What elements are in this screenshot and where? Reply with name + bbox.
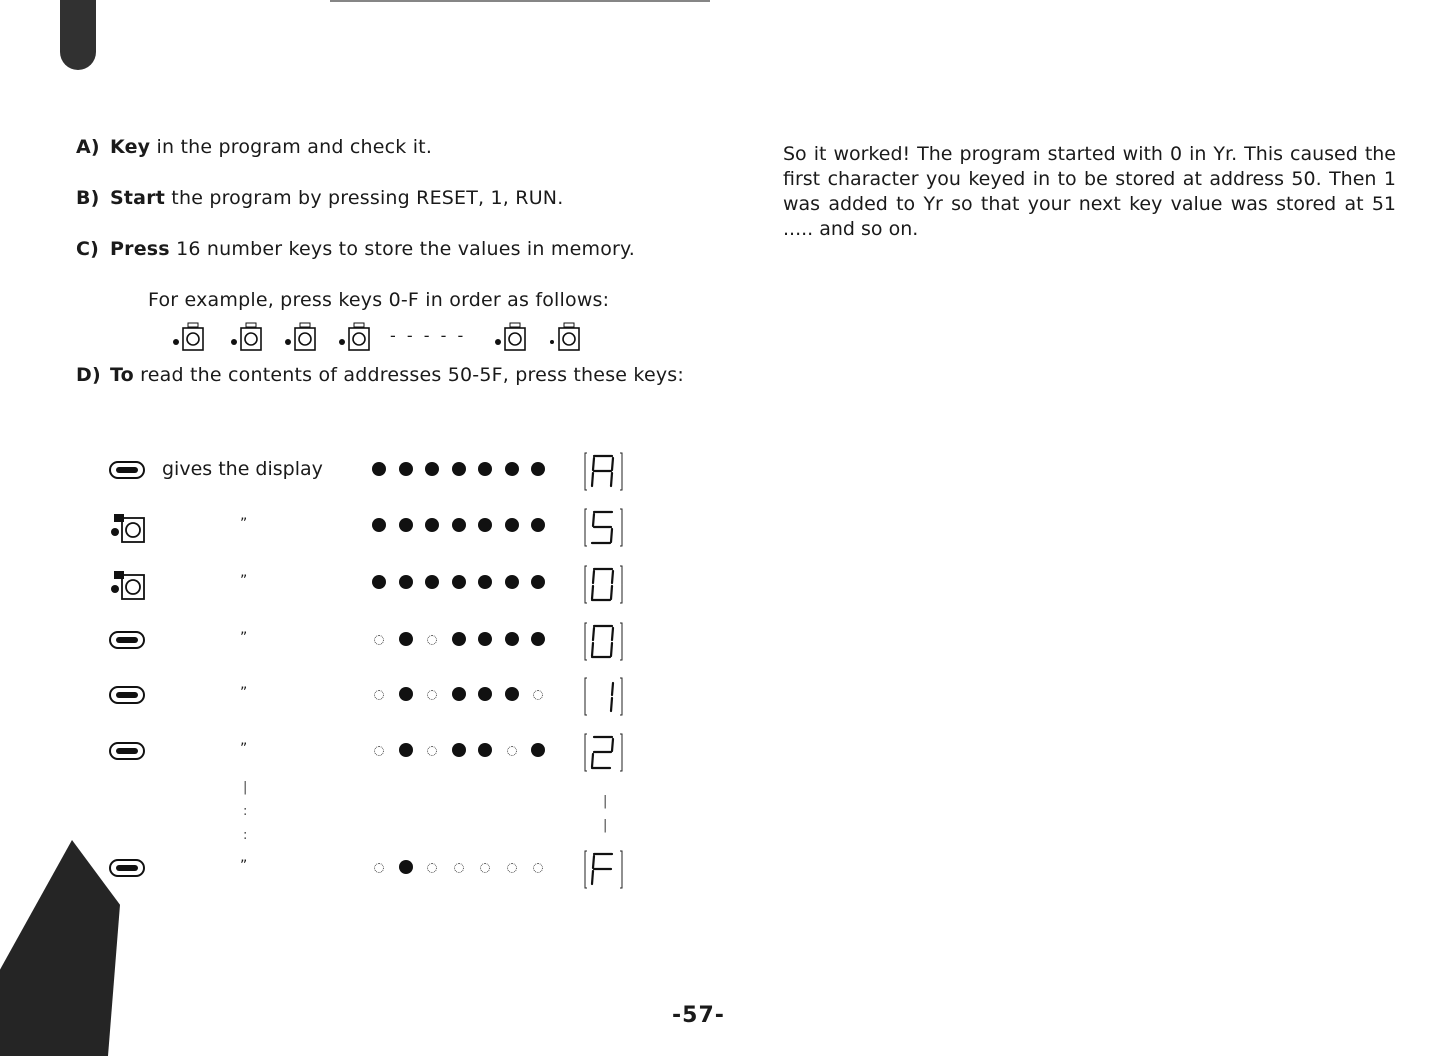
led-on <box>478 687 492 701</box>
display-row <box>0 563 700 611</box>
step-text: in the program and check it. <box>156 136 433 158</box>
key-5-icon <box>108 510 148 544</box>
led-on <box>425 575 439 589</box>
key-e-icon <box>492 318 528 354</box>
svg-text:A: A <box>582 450 583 451</box>
step-label: D) <box>76 364 101 386</box>
key-3-icon <box>336 318 372 354</box>
display-row <box>0 506 700 554</box>
led-on <box>399 632 413 646</box>
display-row <box>0 675 700 723</box>
input-key-icon <box>108 735 148 769</box>
ditto-mark: ” <box>240 741 248 757</box>
display-row <box>0 731 700 779</box>
key-f-icon <box>546 318 582 354</box>
led-off <box>507 863 517 873</box>
led-off <box>427 863 437 873</box>
seven-segment-digit <box>582 731 624 773</box>
led-off <box>427 635 437 645</box>
led-on <box>372 462 386 476</box>
scan-edge-top <box>60 0 96 70</box>
led-on <box>452 462 466 476</box>
continuation-marks: | | <box>603 794 608 833</box>
led-on <box>505 462 519 476</box>
led-on <box>478 575 492 589</box>
led-on <box>478 462 492 476</box>
ditto-mark: ” <box>240 573 248 589</box>
led-on <box>399 687 413 701</box>
led-on <box>505 575 519 589</box>
step-d <box>76 364 684 386</box>
led-on <box>399 575 413 589</box>
step-b <box>76 187 563 209</box>
led-off <box>533 863 543 873</box>
ditto-mark: ” <box>240 516 248 532</box>
led-on <box>531 462 545 476</box>
led-off <box>427 746 437 756</box>
display-row <box>0 848 700 896</box>
seven-segment-digit <box>582 563 624 605</box>
led-on <box>372 575 386 589</box>
display-row <box>0 450 700 498</box>
input-key-icon <box>108 624 148 658</box>
step-text: the program by pressing RESET, 1, RUN. <box>171 187 564 209</box>
led-off <box>374 690 384 700</box>
step-keyword: To <box>110 364 134 386</box>
input-key-icon <box>108 679 148 713</box>
step-c-example <box>148 289 609 311</box>
sequence-dashes: - - - - - <box>390 326 467 345</box>
step-label: B) <box>76 187 100 209</box>
led-on <box>399 860 413 874</box>
led-off <box>427 690 437 700</box>
led-off <box>507 746 517 756</box>
led-on <box>531 632 545 646</box>
led-on <box>372 518 386 532</box>
scan-line-top <box>330 0 710 2</box>
step-label: C) <box>76 238 100 260</box>
key-sequence <box>170 318 600 354</box>
led-on <box>399 462 413 476</box>
led-on <box>452 687 466 701</box>
svg-text:2: 2 <box>582 731 583 732</box>
step-a <box>76 136 432 158</box>
led-on <box>425 462 439 476</box>
led-off <box>533 690 543 700</box>
step-keyword: Key <box>110 136 151 158</box>
led-on <box>452 518 466 532</box>
continuation-marks: | : : <box>243 780 248 843</box>
svg-text:1: 1 <box>582 675 583 676</box>
led-on <box>452 632 466 646</box>
seven-segment-digit <box>582 675 624 717</box>
led-on <box>505 687 519 701</box>
step-text: 16 number keys to store the values in memory. <box>176 238 636 260</box>
step-c <box>76 238 635 260</box>
led-on <box>478 518 492 532</box>
step-keyword: Start <box>110 187 166 209</box>
led-on <box>505 518 519 532</box>
svg-text:F: F <box>582 848 583 849</box>
led-on <box>478 743 492 757</box>
led-on <box>399 518 413 532</box>
svg-text:5: 5 <box>582 506 583 507</box>
step-keyword: Press <box>110 238 170 260</box>
explanation-paragraph: So it worked! The program started with 0 in Yr. This caused the first character you keyed in to be stored at address 50. Then 1 was added to Yr so that your next key value was stored at 51 ..... and so on. <box>783 143 1396 240</box>
led-on <box>452 575 466 589</box>
led-on <box>425 518 439 532</box>
svg-text:0: 0 <box>582 563 583 564</box>
seven-segment-digit <box>582 848 624 890</box>
led-on <box>531 575 545 589</box>
led-on <box>399 743 413 757</box>
ditto-mark: ” <box>240 858 248 874</box>
led-on <box>531 518 545 532</box>
led-on <box>531 743 545 757</box>
key-2-icon <box>282 318 318 354</box>
input-key-icon <box>108 852 148 886</box>
seven-segment-digit <box>582 450 624 492</box>
step-label: A) <box>76 136 100 158</box>
row-description: gives the display <box>162 458 323 480</box>
led-off <box>374 746 384 756</box>
key-0-icon <box>108 567 148 601</box>
ditto-mark: ” <box>240 630 248 646</box>
led-on <box>505 632 519 646</box>
display-row <box>0 620 700 668</box>
key-1-icon <box>228 318 264 354</box>
ditto-mark: ” <box>240 685 248 701</box>
key-0-icon <box>170 318 206 354</box>
led-off <box>374 635 384 645</box>
reset-key-icon <box>108 454 148 488</box>
led-on <box>478 632 492 646</box>
page-number: -57- <box>672 1003 725 1028</box>
led-on <box>452 743 466 757</box>
step-text: For example, press keys 0-F in order as follows: <box>148 289 610 311</box>
led-off <box>480 863 490 873</box>
svg-text:0: 0 <box>582 620 583 621</box>
led-off <box>374 863 384 873</box>
step-text: read the contents of addresses 50-5F, press these keys: <box>140 364 684 386</box>
seven-segment-digit <box>582 506 624 548</box>
seven-segment-digit <box>582 620 624 662</box>
led-off <box>454 863 464 873</box>
